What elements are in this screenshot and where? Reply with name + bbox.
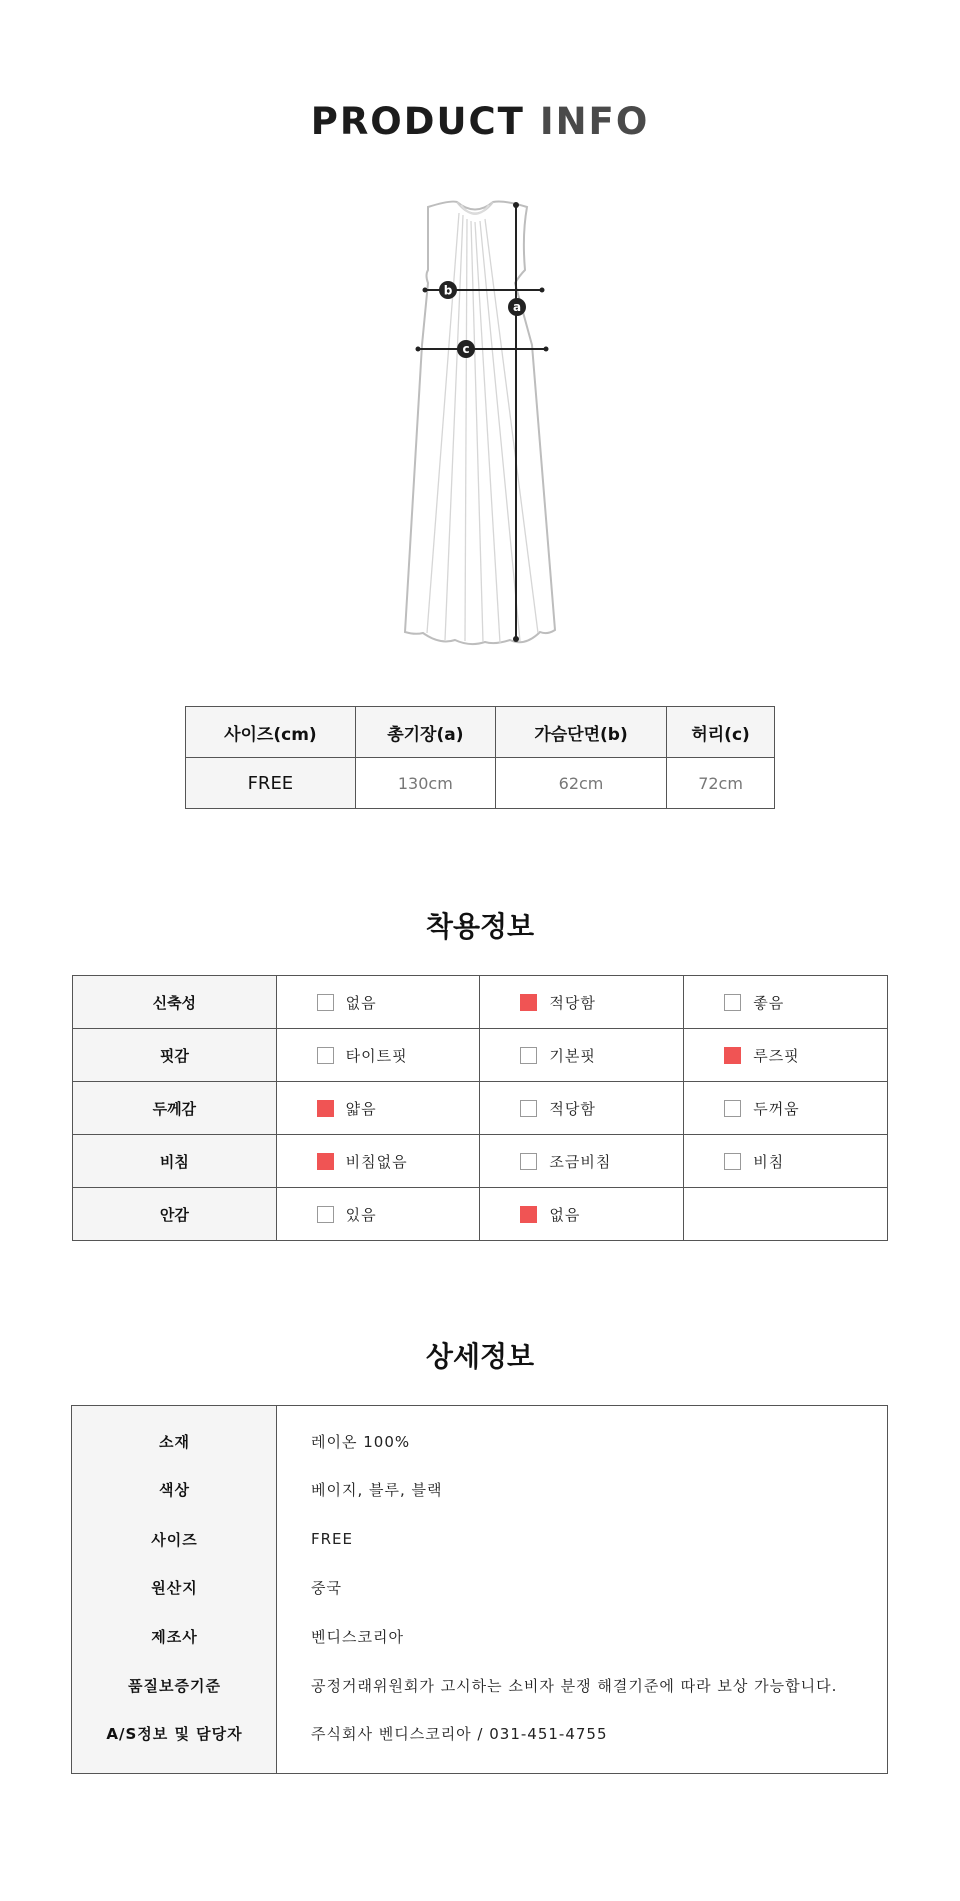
table-row: [72, 1621, 887, 1651]
header-waist: 허리(c): [667, 707, 775, 758]
option-cell: [480, 1188, 684, 1241]
label-a: a: [512, 300, 522, 314]
stretch-label: 신축성: [73, 976, 277, 1029]
header-chest: 가슴단면(b): [495, 707, 666, 758]
option-label: 있음: [345, 1205, 377, 1224]
dress-measurement-diagram: [395, 195, 570, 650]
wear-info-title: 착용정보: [425, 910, 535, 943]
checkbox-checked: [317, 1153, 334, 1170]
option-cell: [684, 976, 888, 1029]
thickness-label: 두께감: [73, 1082, 277, 1135]
option-label: 적당함: [549, 1099, 596, 1118]
table-row: [72, 1572, 887, 1602]
table-row: [72, 1524, 887, 1554]
table-row: [72, 1670, 887, 1700]
option-cell: [480, 976, 684, 1029]
empty-cell: [684, 1188, 888, 1241]
option-label: 루즈핏: [753, 1046, 800, 1065]
sheerness-label: 비침: [73, 1135, 277, 1188]
fit-label: 핏감: [73, 1029, 277, 1082]
waist-value: 72cm: [667, 758, 775, 809]
option-label: 기본핏: [549, 1046, 596, 1065]
checkbox-checked: [724, 1047, 741, 1064]
option-cell: [276, 1082, 480, 1135]
checkbox: [317, 994, 334, 1011]
chest-value: 62cm: [495, 758, 666, 809]
origin-value: 중국: [311, 1578, 342, 1597]
option-cell: [684, 1029, 888, 1082]
table-row: [72, 1426, 887, 1456]
table-row: [73, 1135, 888, 1188]
quality-guarantee-label: 품질보증기준: [128, 1676, 221, 1695]
option-label: 없음: [549, 1205, 581, 1224]
checkbox: [724, 994, 741, 1011]
table-row: [72, 1474, 887, 1504]
size-label: 사이즈: [151, 1530, 198, 1549]
product-info-title: [0, 100, 960, 143]
size-label: FREE: [186, 758, 356, 809]
option-label: 조금비침: [549, 1152, 612, 1171]
table-row: [73, 1029, 888, 1082]
label-c: c: [462, 342, 470, 356]
checkbox: [520, 1153, 537, 1170]
material-label: 소재: [159, 1432, 190, 1451]
detail-info-table: [71, 1405, 888, 1774]
option-label: 적당함: [549, 993, 596, 1012]
checkbox: [724, 1100, 741, 1117]
as-contact-label: A/S정보 및 담당자: [106, 1724, 243, 1743]
manufacturer-label: 제조사: [151, 1627, 198, 1646]
size-table-header: [186, 707, 775, 758]
option-cell: [684, 1135, 888, 1188]
table-row: [72, 1718, 887, 1748]
origin-label: 원산지: [151, 1578, 198, 1597]
table-row: [186, 758, 775, 809]
option-label: 타이트핏: [345, 1046, 408, 1065]
option-cell: [480, 1029, 684, 1082]
option-label: 좋음: [753, 993, 785, 1012]
lining-label: 안감: [73, 1188, 277, 1241]
title-part-info: INFO: [539, 100, 650, 143]
checkbox-checked: [317, 1100, 334, 1117]
option-label: 두꺼움: [753, 1099, 800, 1118]
option-label: 비침없음: [345, 1152, 408, 1171]
option-cell: [684, 1082, 888, 1135]
checkbox: [520, 1047, 537, 1064]
label-b: b: [443, 283, 453, 298]
header-total-length: 총기장(a): [355, 707, 495, 758]
table-row: [73, 1188, 888, 1241]
option-cell: [276, 1188, 480, 1241]
as-contact-value: 주식회사 벤디스코리아 / 031-451-4755: [311, 1724, 608, 1743]
option-cell: [276, 1135, 480, 1188]
checkbox: [724, 1153, 741, 1170]
quality-guarantee-value: 공정거래위원회가 고시하는 소비자 분쟁 해결기준에 따라 보상 가능합니다.: [311, 1676, 838, 1695]
color-label: 색상: [159, 1480, 190, 1499]
option-label: 얇음: [345, 1099, 377, 1118]
table-row: [73, 976, 888, 1029]
title-part-product: PRODUCT: [310, 100, 525, 143]
manufacturer-value: 벤디스코리아: [311, 1627, 404, 1646]
total-length-value: 130cm: [355, 758, 495, 809]
option-cell: [276, 976, 480, 1029]
header-size: 사이즈(cm): [186, 707, 356, 758]
checkbox: [317, 1047, 334, 1064]
option-label: 없음: [345, 993, 377, 1012]
color-value: 베이지, 블루, 블랙: [311, 1480, 443, 1499]
checkbox-checked: [520, 994, 537, 1011]
size-value: FREE: [311, 1530, 354, 1548]
material-value: 레이온 100%: [311, 1432, 411, 1451]
option-cell: [480, 1082, 684, 1135]
detail-info-title: 상세정보: [425, 1340, 535, 1373]
option-cell: [480, 1135, 684, 1188]
option-label: 비침: [753, 1152, 785, 1171]
checkbox: [317, 1206, 334, 1223]
size-table: [185, 706, 775, 809]
checkbox: [520, 1100, 537, 1117]
checkbox-checked: [520, 1206, 537, 1223]
option-cell: [276, 1029, 480, 1082]
table-row: [73, 1082, 888, 1135]
wear-info-table: [72, 975, 888, 1241]
